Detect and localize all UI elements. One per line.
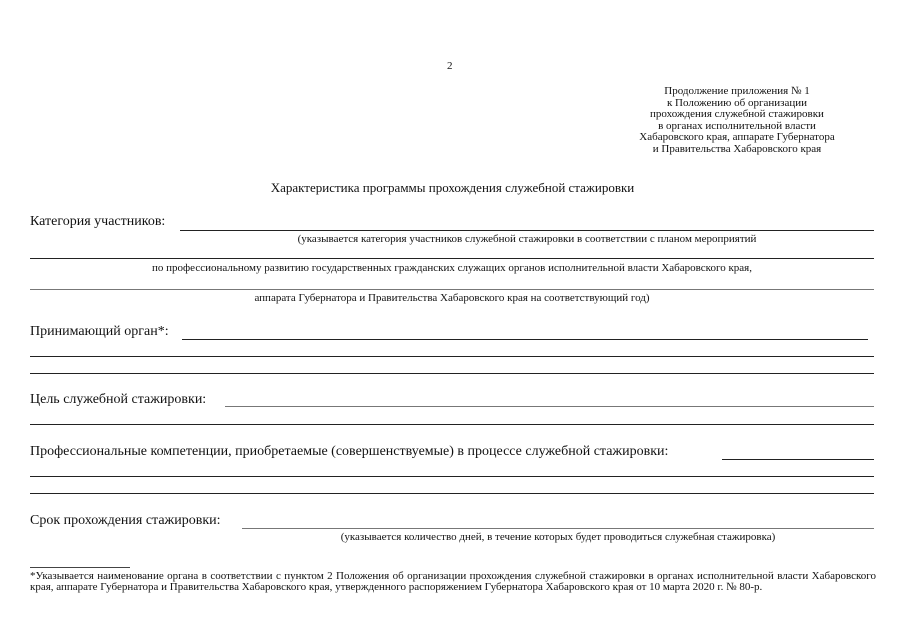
participants-hint-2: по профессиональному развитию государственных гражданских служащих органов исполнительной власти Хабаровского края, xyxy=(152,262,752,274)
goal-line xyxy=(225,406,874,407)
footnote-separator xyxy=(30,567,130,568)
participants-label: Категория участников: xyxy=(30,214,166,229)
competencies-line-2 xyxy=(30,476,874,477)
goal-label: Цель служебной стажировки: xyxy=(30,392,207,407)
appendix-line: к Положению об организации xyxy=(666,96,808,109)
footnote: *Указывается наименование органа в соответствии с пунктом 2 Положения об организации прохождения служебной стажировки в органах исполнительной власти Хабаровского края, аппарате Губернатора и Правительства Хабаровского края, утвержденного распоряжением Губернатора Хабаровского края от 10 марта 2020 г. № 80-р. xyxy=(30,570,876,593)
participants-line-3 xyxy=(30,289,874,290)
host-organ-line-3 xyxy=(30,373,874,374)
goal-line-2 xyxy=(30,424,874,425)
participants-hint-3: аппарата Губернатора и Правительства Хабаровского края на соответствующий год) xyxy=(254,292,650,304)
host-organ-line-2 xyxy=(30,356,874,357)
appendix-line: в органах исполнительной власти xyxy=(658,119,816,132)
competencies-line-3 xyxy=(30,493,874,494)
appendix-line: прохождения служебной стажировки xyxy=(650,108,824,120)
host-organ-line xyxy=(182,339,868,340)
page-number: 2 xyxy=(447,60,453,72)
participants-line-2 xyxy=(30,258,874,259)
appendix-note xyxy=(617,86,857,155)
participants-hint-1: (указывается категория участников служебной стажировки в соответствии с планом мероприятий xyxy=(297,233,757,245)
participants-line xyxy=(180,230,874,231)
duration-label: Срок прохождения стажировки: xyxy=(30,513,221,528)
competencies-line xyxy=(722,459,874,460)
host-organ-label: Принимающий орган*: xyxy=(30,324,169,339)
duration-hint: (указывается количество дней, в течение которых будет проводиться служебная стажировка) xyxy=(340,531,776,543)
appendix-line: Хабаровского края, аппарате Губернатора xyxy=(639,131,835,143)
appendix-line: Продолжение приложения № 1 xyxy=(664,85,810,97)
competencies-label: Профессиональные компетенции, приобретаемые (совершенствуемые) в процессе служебной стажировки: xyxy=(30,444,669,459)
duration-line xyxy=(242,528,874,529)
document-title: Характеристика программы прохождения служебной стажировки xyxy=(270,180,635,195)
appendix-line: и Правительства Хабаровского края xyxy=(652,142,822,155)
